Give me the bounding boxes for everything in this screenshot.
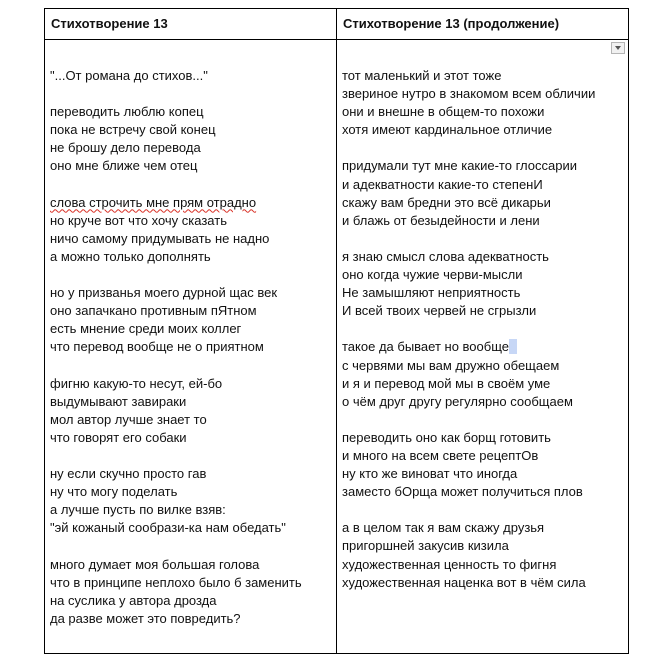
stanza-spacer <box>342 139 627 157</box>
poem-line <box>342 574 627 592</box>
poem-line-text: такое да бывает но вообще <box>342 339 509 355</box>
poem-line <box>50 67 332 85</box>
poem-line <box>342 357 627 375</box>
header-left-cell[interactable]: Стихотворение 13 <box>51 16 168 31</box>
poem-line-text: пригоршней закусив кизила <box>342 538 509 554</box>
poem-line-text: скажу вам бредни это всё дикарьи <box>342 194 551 210</box>
poem-line-text: тот маленький и этот тоже <box>342 68 502 83</box>
poem-line-text: ну что могу поделать <box>50 484 178 500</box>
poem-line-text: я знаю смысл слова адекватность <box>342 248 549 264</box>
poem-line <box>50 411 332 429</box>
poem-line <box>50 519 332 537</box>
poem-line <box>50 302 332 320</box>
poem-line <box>342 483 627 501</box>
poem-line <box>342 266 627 284</box>
poem-line <box>50 574 332 592</box>
poem-line <box>342 194 627 212</box>
poem-line-text: но круче вот что хочу сказать <box>50 212 227 228</box>
poem-line-text: не брошу дело перевода <box>50 140 201 156</box>
chevron-down-icon[interactable] <box>611 42 625 54</box>
poem-line-text: выдумывают завираки <box>50 393 187 409</box>
poem-line-text: что говорят его собаки <box>50 429 187 445</box>
poem-line <box>342 85 627 103</box>
poem-line <box>50 212 332 230</box>
poem-line-text: мол автор лучше знает то <box>50 411 207 427</box>
poem-line-text: и много на всем свете рецептОв <box>342 447 539 463</box>
poem-line <box>342 67 627 85</box>
stanza-spacer <box>342 320 627 338</box>
stanza-spacer <box>50 447 332 465</box>
right-poem-cell[interactable] <box>342 67 627 592</box>
poem-line-text: фигню какую-то несут, ей-бо <box>50 375 223 391</box>
poem-line <box>50 592 332 610</box>
poem-line-text: переводить оно как борщ готовить <box>342 429 551 445</box>
header-row-divider <box>45 39 628 40</box>
poem-line <box>50 465 332 483</box>
poem-line <box>50 194 332 212</box>
poem-line-text: слова строчить мне прям отрадно <box>50 194 257 210</box>
stanza-spacer <box>50 357 332 375</box>
stanza-spacer <box>50 266 332 284</box>
stanza-spacer <box>50 537 332 555</box>
poem-line-text: хотя имеют кардинальное отличие <box>342 122 553 138</box>
header-right-cell[interactable]: Стихотворение 13 (продолжение) <box>343 16 560 31</box>
poem-line <box>50 501 332 519</box>
poem-line-text: оно мне ближе чем отец <box>50 158 198 174</box>
poem-table <box>44 8 629 654</box>
poem-line <box>50 429 332 447</box>
poem-line <box>342 302 627 320</box>
poem-line-text: а лучше пусть по вилке взяв: <box>50 502 226 518</box>
poem-line-text: и адекватности какие-то степенИ <box>342 176 543 192</box>
poem-line <box>50 103 332 121</box>
poem-line-text: "эй кожаный сообрази-ка нам обедать" <box>50 520 286 536</box>
poem-line-text: да разве может это повредить? <box>50 610 241 626</box>
poem-line-text: и блажь от безыдейности и лени <box>342 212 540 228</box>
poem-line <box>50 338 332 356</box>
poem-line <box>342 519 627 537</box>
left-poem-cell[interactable] <box>50 67 332 628</box>
poem-line-text: что в принципе неплохо было б заменить <box>50 574 302 590</box>
poem-line-text: придумали тут мне какие-то глоссарии <box>342 158 577 174</box>
poem-line <box>50 610 332 628</box>
poem-line-text: И всей твоих червей не сгрызли <box>342 303 537 319</box>
poem-line <box>50 320 332 338</box>
poem-line <box>342 157 627 175</box>
poem-line-text: ничо самому придумывать не надно <box>50 230 270 246</box>
poem-line-text: много думает моя большая голова <box>50 556 260 572</box>
poem-line-text: переводить люблю копец <box>50 104 204 120</box>
poem-line <box>342 338 627 356</box>
poem-line <box>342 465 627 483</box>
poem-line-text: Не замышляют неприятность <box>342 285 521 301</box>
poem-line <box>342 212 627 230</box>
stanza-spacer <box>50 176 332 194</box>
stanza-spacer <box>342 411 627 429</box>
poem-line <box>50 248 332 266</box>
column-divider <box>336 9 337 653</box>
poem-line <box>50 139 332 157</box>
stanza-spacer <box>342 230 627 248</box>
poem-line-text: с червями мы вам дружно обещаем <box>342 357 560 373</box>
poem-line <box>342 447 627 465</box>
poem-line-text: оно запачкано противным пЯтном <box>50 303 257 319</box>
poem-line-text: на суслика у автора дрозда <box>50 592 217 608</box>
poem-line <box>50 483 332 501</box>
poem-line <box>342 393 627 411</box>
poem-line-text: оно когда чужие черви-мысли <box>342 267 523 283</box>
poem-line <box>50 121 332 139</box>
poem-line-text: о чём друг другу регулярно сообщаем <box>342 393 573 409</box>
poem-line-text: есть мнение среди моих коллег <box>50 321 242 337</box>
poem-line-text: "...От романа до стихов..." <box>50 68 208 83</box>
text-cursor-selection <box>509 339 517 354</box>
poem-line <box>342 284 627 302</box>
stanza-spacer <box>342 501 627 519</box>
poem-line-text: но у призванья моего дурной щас век <box>50 285 278 301</box>
poem-line-text: что перевод вообще не о приятном <box>50 339 264 355</box>
poem-line <box>50 230 332 248</box>
poem-line <box>342 556 627 574</box>
poem-line-text: ну если скучно просто гав <box>50 466 207 482</box>
poem-line <box>342 121 627 139</box>
poem-line <box>50 375 332 393</box>
poem-line-text: они и внешне в общем-то похожи <box>342 104 545 120</box>
poem-line-text: художественная ценность то фигня <box>342 556 557 572</box>
poem-line-text: звериное нутро в знакомом всем обличии <box>342 86 596 102</box>
poem-line <box>342 176 627 194</box>
poem-line <box>50 556 332 574</box>
poem-line <box>50 393 332 411</box>
poem-line-text: а можно только дополнять <box>50 248 211 264</box>
poem-line <box>342 248 627 266</box>
poem-line <box>50 284 332 302</box>
poem-line-text: и я и перевод мой мы в своём уме <box>342 375 551 391</box>
poem-line <box>342 537 627 555</box>
poem-line-text: заместо бОрща может получиться плов <box>342 484 583 500</box>
poem-line-text: художественная наценка вот в чём сила <box>342 574 586 590</box>
poem-line <box>50 157 332 175</box>
poem-line <box>342 103 627 121</box>
poem-line-text: а в целом так я вам скажу друзья <box>342 520 545 536</box>
poem-line <box>342 429 627 447</box>
poem-line-text: пока не встречу свой конец <box>50 122 216 138</box>
poem-line-text: ну кто же виноват что иногда <box>342 466 518 482</box>
stanza-spacer <box>50 85 332 103</box>
poem-line <box>342 375 627 393</box>
